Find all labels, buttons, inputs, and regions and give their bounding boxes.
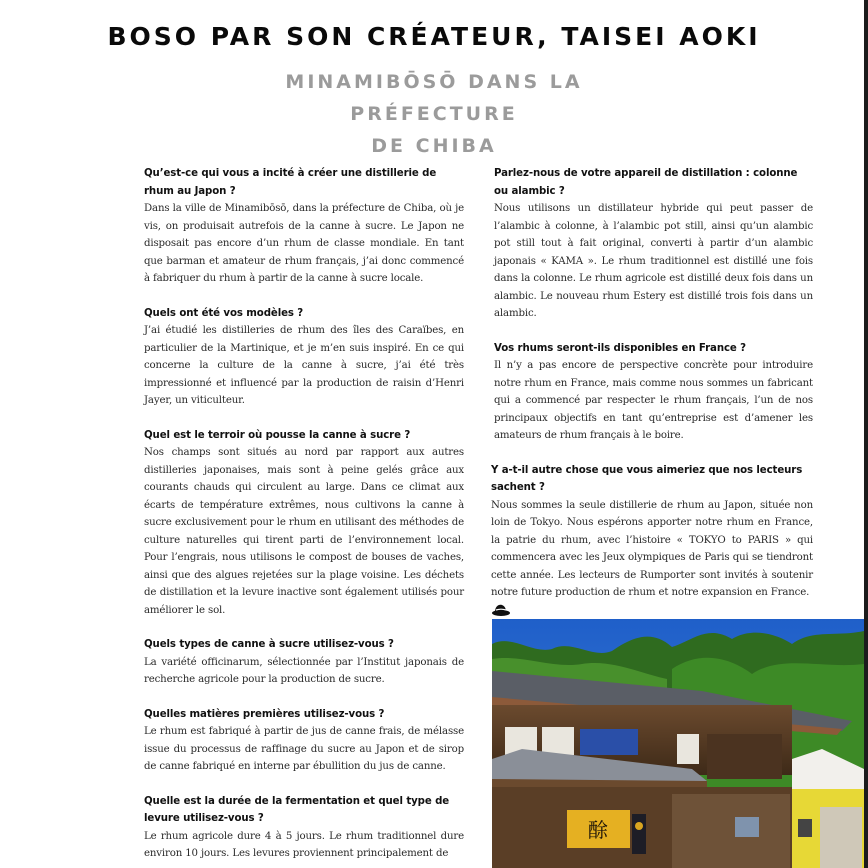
answer-text: La variété officinarum, sélectionnée par l’Institut japonais de recherche agricole pour la production de sucre. <box>144 656 464 685</box>
question-heading: Quels ont été vos modèles ? <box>144 307 304 319</box>
qa-block <box>144 793 464 863</box>
question-heading: Quelles matières premières utilisez-vous ? <box>144 708 385 720</box>
answer-text: J’ai étudié les distilleries de rhum des îles des Caraïbes, en particulier de la Martinique, et je m’en suis inspiré. En ce qui concerne la culture de la canne à sucre, j’ai été très impressionné et influencé par la production de raisin d’Henri Jayer, un viticulteur. <box>144 325 464 406</box>
answer-text: Le rhum est fabriqué à partir de jus de canne frais, de mélasse issue du processus de raffinage du sucre au Japon et de sirop de canne fabriqué en interne par ébullition du jus de canne. <box>144 726 464 772</box>
qa-block <box>144 305 464 410</box>
page-title: BOSO PAR SON CRÉATEUR, TAISEI AOKI <box>107 22 761 51</box>
left-column <box>144 165 464 868</box>
page-subtitle <box>200 66 668 162</box>
qa-block <box>144 636 464 689</box>
question-heading: Quels types de canne à sucre utilisez-vous ? <box>144 639 394 650</box>
answer-text: Nous utilisons un distillateur hybride qui peut passer de l’alambic à colonne, à l’alambic pot still, ainsi qu’un alambic pot still tout à fait original, converti à partir d’un alambic japonais « KAMA ». Le rhum traditionnel est distillé une fois dans la colonne. Le rhum agricole est distillé deux fois dans un alambic. Le nouveau rhum Estery est distillé trois fois dans un alambic. <box>494 203 813 319</box>
distillery-building-illustration <box>492 619 864 868</box>
subtitle-line-1: MINAMIBŌSŌ DANS LA PRÉFECTURE <box>285 71 583 125</box>
answer-text: Nos champs sont situés au nord par rapport aux autres distilleries japonaises, mais sont à peine gelés grâce aux courants chauds qui circulent au large. Dans ce climat aux écarts de température extrêmes, nous cultivons la canne à sucre exclusivement pour le rhum en utilisant des méthodes de culture naturelles qui tirent parti de l’environnement local. Pour l’engrais, nous utilisons le compost de bouses de vaches, ainsi que des algues rejetées sur la plage voisine. Les déchets de distillation et la levure inactive sont également utilisés pour améliorer le sol. <box>144 447 464 616</box>
qa-block <box>491 462 813 617</box>
distillery-photo <box>492 619 864 868</box>
answer-text: Le rhum agricole dure 4 à 5 jours. Le rhum traditionnel dure environ 10 jours. Les levures proviennent principalement de <box>144 830 464 859</box>
noren-glyph: 酴 <box>588 818 608 842</box>
answer-text: Il n’y a pas encore de perspective concrète pour introduire notre rhum en France, mais comme nous sommes un fabricant qui a commencé par respecter le rhum français, l’un de nos principaux objectifs en tant qu’entreprise est d’amener les amateurs de rhum français à le boire. <box>494 360 813 441</box>
qa-block <box>144 427 464 620</box>
page-edge-strip <box>864 0 868 868</box>
question-heading: Parlez-nous de votre appareil de distillation : colonne ou alambic ? <box>494 168 798 197</box>
answer-text: Dans la ville de Minamibōsō, dans la préfecture de Chiba, où je vis, on produisait autrefois de la canne à sucre. Le Japon ne disposait pas encore d’un rhum de classe mondiale. En tant que barman et amateur de rhum français, j’ai donc commencé à fabriquer du rhum à partir de la canne à sucre locale. <box>144 203 464 284</box>
subtitle-line-2: DE CHIBA <box>371 135 497 157</box>
question-heading: Quel est le terroir où pousse la canne à sucre ? <box>144 429 411 441</box>
question-heading: Qu’est-ce qui vous a incité à créer une distillerie de rhum au Japon ? <box>144 168 437 197</box>
question-heading: Y a-t-il autre chose que vous aimeriez que nos lecteurs sachent ? <box>491 464 803 493</box>
qa-block <box>144 706 464 776</box>
question-heading: Quelle est la durée de la fermentation et quel type de levure utilisez-vous ? <box>144 795 450 824</box>
qa-block <box>491 165 813 323</box>
qa-block <box>144 165 464 288</box>
qa-block <box>491 340 813 445</box>
question-heading: Vos rhums seront-ils disponibles en France ? <box>494 342 746 354</box>
right-column <box>491 165 813 617</box>
answer-text: Nous sommes la seule distillerie de rhum au Japon, située non loin de Tokyo. Nous espérons apporter notre rhum en France, la patrie du rhum, avec l’histoire « TOKYO to PARIS » qui commencera avec les Jeux olympiques de Paris qui se tiendront cette année. Les lecteurs de Rumporter sont invités à soutenir notre future production de rhum et notre expansion en France. <box>491 499 813 598</box>
hat-icon <box>491 603 511 617</box>
